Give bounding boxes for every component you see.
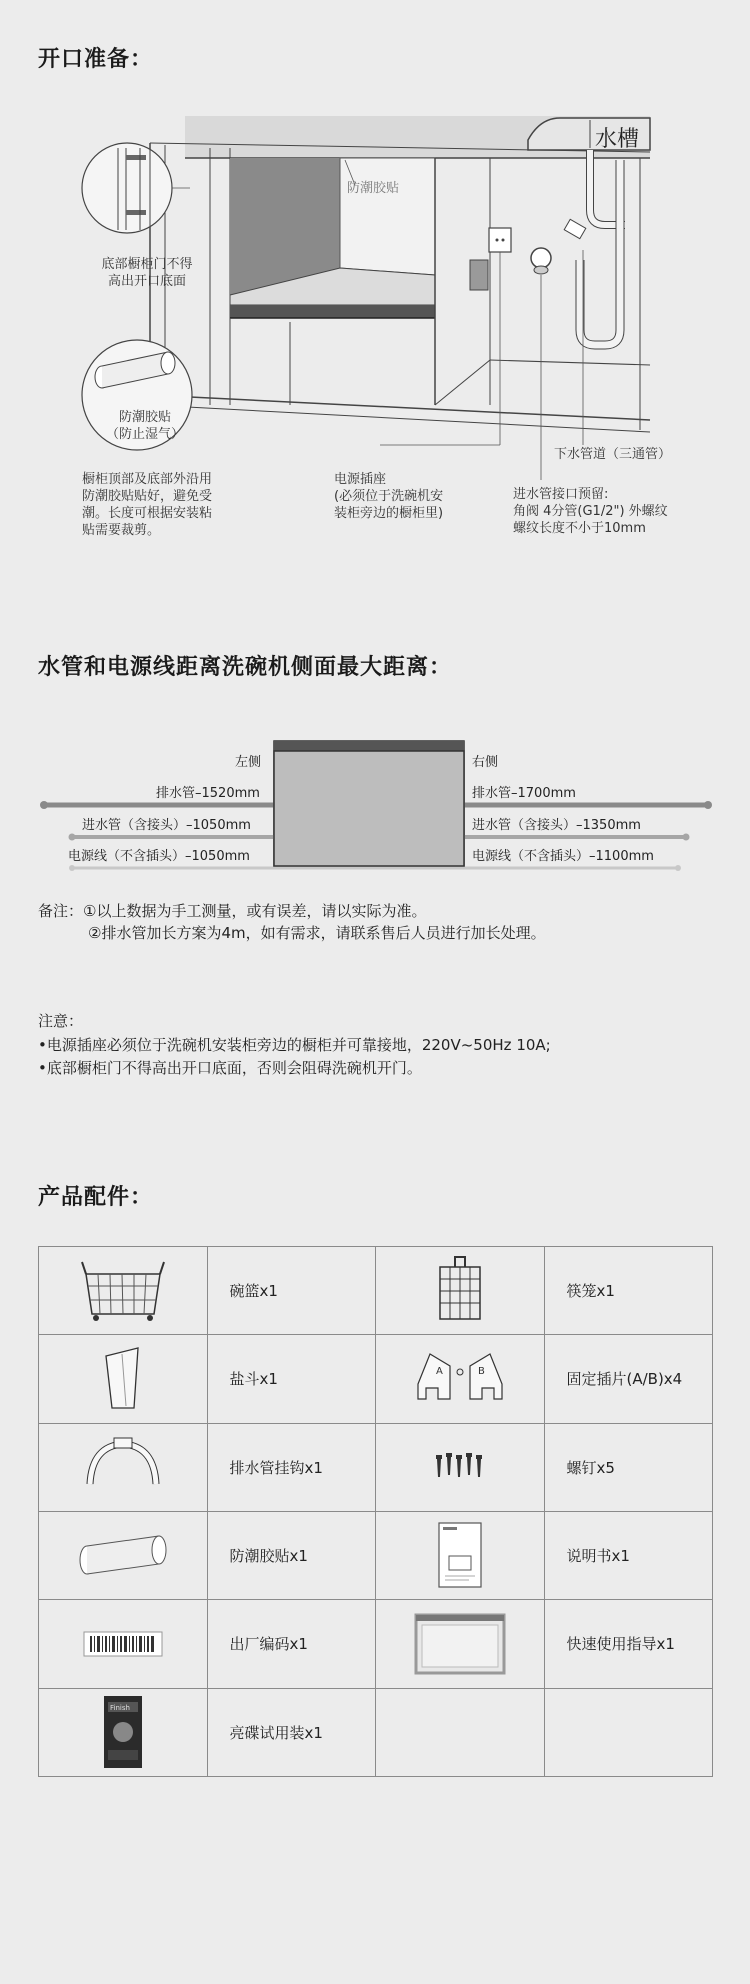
accessory-image	[39, 1688, 208, 1776]
sink-label: 水槽	[595, 126, 640, 151]
accessory-image	[39, 1335, 208, 1423]
tape-roll-icon	[73, 1526, 173, 1586]
left-inlet-label: 进水管（含接头）–1050mm	[82, 818, 251, 833]
mounting-bracket-icon	[410, 1344, 510, 1414]
table-row	[39, 1423, 713, 1511]
table-row	[39, 1247, 713, 1335]
accessories-table	[38, 1246, 713, 1777]
remark-2: ②排水管加长方案为4m，如有需求，请联系售后人员进行加长处理。	[88, 924, 546, 942]
accessory-label: 盐斗x1	[207, 1335, 376, 1423]
accessory-label: 螺钉x5	[544, 1423, 713, 1511]
right-power-label: 电源线（不含插头）–1100mm	[472, 849, 654, 864]
table-row	[39, 1688, 713, 1776]
left-side-label: 左侧	[235, 755, 262, 770]
notice-item-2: •底部橱柜门不得高出开口底面，否则会阻碍洗碗机开门。	[38, 1059, 422, 1077]
cutlery-basket-icon	[430, 1253, 490, 1328]
accessory-image	[39, 1247, 208, 1335]
accessory-image	[39, 1511, 208, 1599]
angle-valve	[531, 248, 551, 268]
tape-note: 橱柜顶部及底部外沿用 防潮胶贴贴好，避免受 潮。长度可根据安装粘 贴需要裁剪。	[82, 472, 213, 538]
accessory-label-empty	[544, 1688, 713, 1776]
left-drain-label: 排水管–1520mm	[156, 786, 260, 801]
accessory-label: 快速使用指导x1	[544, 1600, 713, 1688]
manual-icon	[435, 1520, 485, 1592]
table-row	[39, 1335, 713, 1423]
accessory-empty	[376, 1688, 545, 1776]
accessory-label: 排水管挂钩x1	[207, 1423, 376, 1511]
quick-guide-icon	[412, 1611, 508, 1677]
remark-1: 备注：①以上数据为手工测量，或有误差，请以实际为准。	[38, 902, 427, 920]
rinse-pack-text: Finish	[109, 1704, 130, 1713]
accessory-label: 说明书x1	[544, 1511, 713, 1599]
left-power-label: 电源线（不含插头）–1050mm	[68, 849, 250, 864]
bracket-letter-a: A	[435, 1365, 443, 1377]
drain-label: 下水管道（三通管）	[554, 447, 672, 462]
accessory-image	[39, 1423, 208, 1511]
tape-label: 防潮胶贴	[347, 181, 400, 196]
rinse-aid-icon	[98, 1694, 148, 1770]
section-title-accessories: 产品配件：	[38, 1185, 154, 1210]
accessory-image	[376, 1247, 545, 1335]
section-title-opening: 开口准备：	[38, 47, 154, 72]
accessory-image	[376, 1423, 545, 1511]
bracket-letter-b: B	[477, 1365, 485, 1377]
accessory-image	[376, 1335, 545, 1423]
section-title-distance: 水管和电源线距离洗碗机侧面最大距离：	[38, 655, 453, 680]
roll-callout: 防潮胶贴 （防止湿气）	[105, 410, 184, 442]
accessory-label: 固定插片(A/B)x4	[544, 1335, 713, 1423]
right-side-label: 右侧	[472, 755, 499, 770]
accessory-label: 防潮胶贴x1	[207, 1511, 376, 1599]
notice-item-1: •电源插座必须位于洗碗机安装柜旁边的橱柜并可靠接地，220V~50Hz 10A;	[38, 1036, 551, 1054]
right-inlet-label: 进水管（含接头）–1350mm	[472, 818, 641, 833]
right-drain-label: 排水管–1700mm	[472, 786, 576, 801]
accessory-image	[376, 1600, 545, 1688]
power-socket	[489, 228, 511, 252]
accessory-image	[39, 1600, 208, 1688]
accessory-image	[376, 1511, 545, 1599]
table-row	[39, 1600, 713, 1688]
door-callout: 底部橱柜门不得 高出开口底面	[101, 257, 193, 289]
hose-hook-icon	[78, 1432, 168, 1502]
inlet-note: 进水管接口预留: 角阀 4分管(G1/2") 外螺纹 螺纹长度不小于10mm	[513, 487, 668, 536]
salt-funnel-icon	[98, 1344, 148, 1414]
accessory-label: 碗篮x1	[207, 1247, 376, 1335]
accessory-label: 筷笼x1	[544, 1247, 713, 1335]
screws-icon	[430, 1447, 490, 1487]
barcode-icon	[78, 1624, 168, 1664]
table-row	[39, 1511, 713, 1599]
dish-basket-icon	[78, 1256, 168, 1326]
notice-title: 注意：	[38, 1012, 84, 1030]
accessory-label: 亮碟试用装x1	[207, 1688, 376, 1776]
accessory-label: 出厂编码x1	[207, 1600, 376, 1688]
power-note: 电源插座 (必须位于洗碗机安 装柜旁边的橱柜里)	[334, 472, 444, 521]
